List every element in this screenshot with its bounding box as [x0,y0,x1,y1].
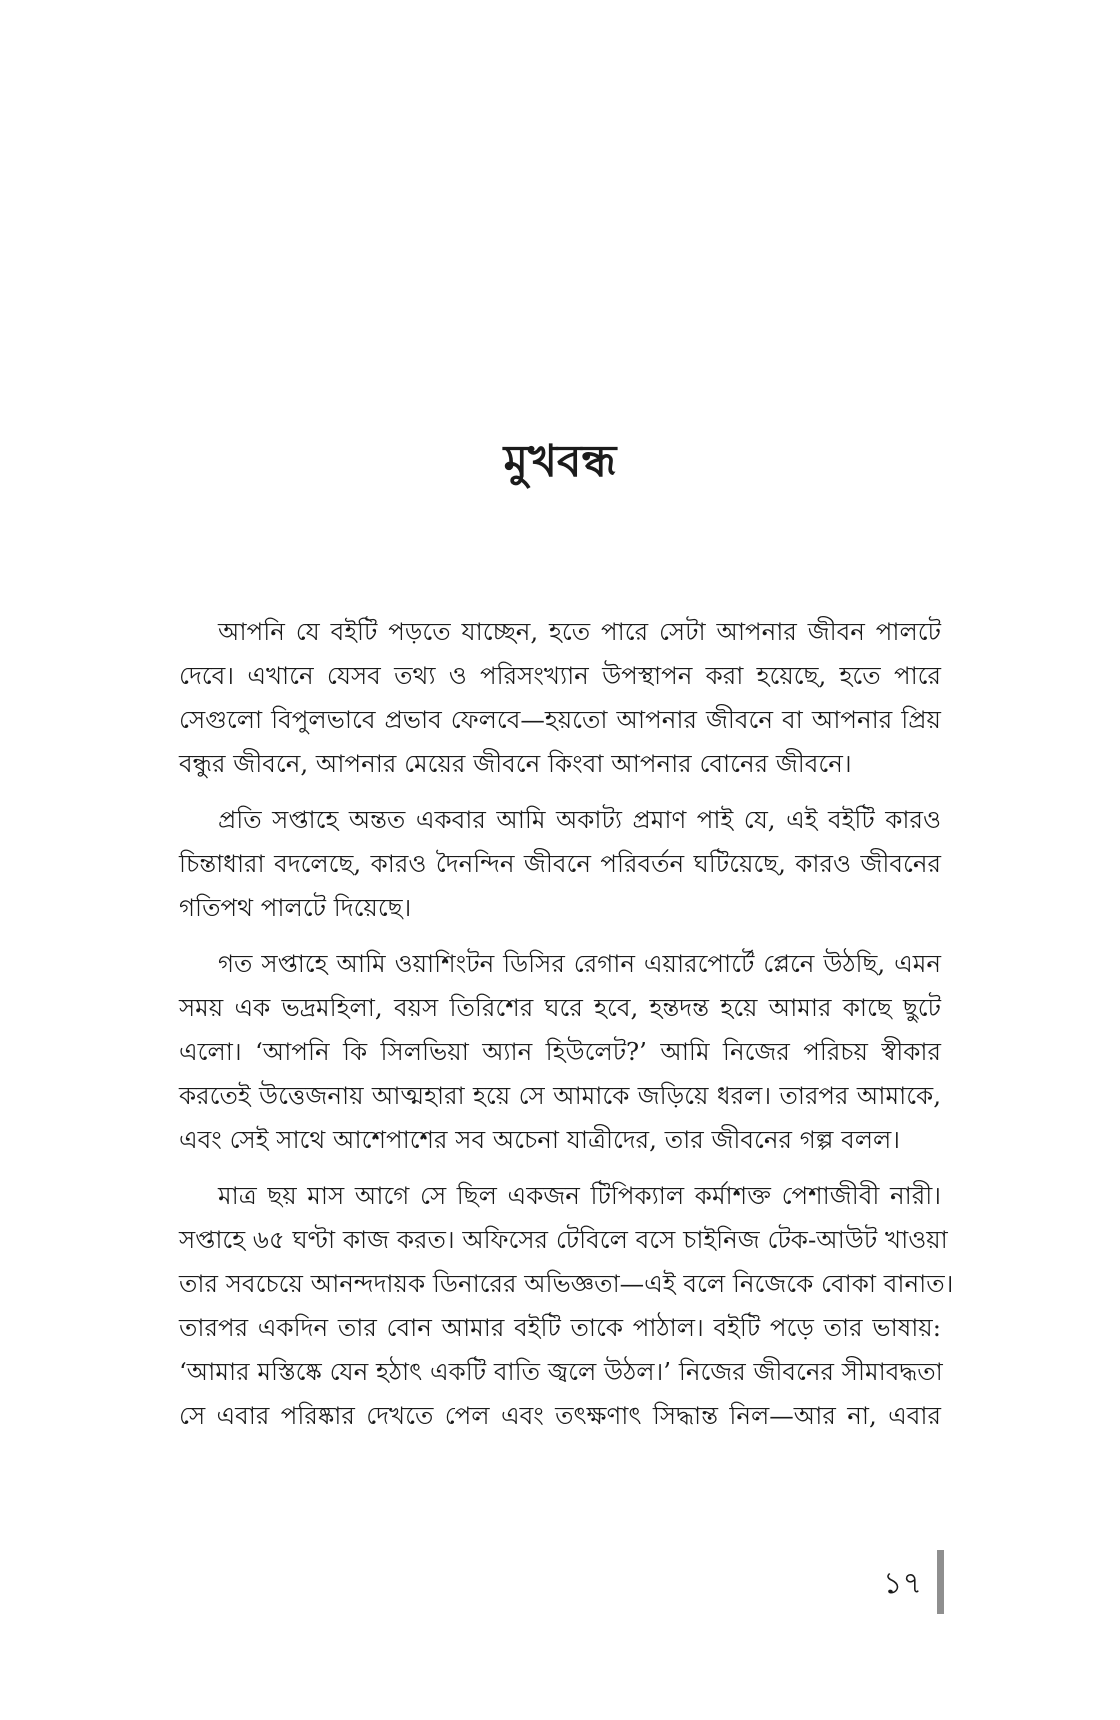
text-line: ‘আমার মস্তিষ্কে যেন হঠাৎ একটি বাতি জ্বলে উঠল।’ নিজের জীবনের সীমাবদ্ধতা [179,1357,943,1386]
paragraph-3 [179,942,941,1162]
paragraph-2 [179,798,941,930]
text-line: এবং সেই সাথে আশেপাশের সব অচেনা যাত্রীদের, তার জীবনের গল্প বলল। [179,1125,901,1154]
text-line: দেবে। এখানে যেসব তথ্য ও পরিসংখ্যান উপস্থাপন করা হয়েছে, হতে পারে [179,661,941,690]
text-line: তার সবচেয়ে আনন্দদায়ক ডিনারের অভিজ্ঞতা—এই বলে নিজেকে বোকা বানাত। [179,1269,954,1298]
text-line: এলো। ‘আপনি কি সিলভিয়া অ্যান হিউলেট?’ আমি নিজের পরিচয় স্বীকার [179,1037,941,1066]
text-line: সে এবার পরিষ্কার দেখতে পেল এবং তৎক্ষণাৎ সিদ্ধান্ত নিল—আর না, এবার [179,1401,941,1430]
text-line: সেগুলো বিপুলভাবে প্রভাব ফেলবে—হয়তো আপনার জীবনে বা আপনার প্রিয় [179,705,941,734]
paragraph-1 [179,610,941,786]
text-line: প্রতি সপ্তাহে অন্তত একবার আমি অকাট্য প্রমাণ পাই যে, এই বইটি কারও [218,805,941,834]
text-line: সপ্তাহে ৬৫ ঘণ্টা কাজ করত। অফিসের টেবিলে বসে চাইনিজ টেক-আউট খাওয়া [179,1225,948,1254]
text-line: আপনি যে বইটি পড়তে যাচ্ছেন, হতে পারে সেটা আপনার জীবন পালটে [218,617,941,646]
text-line: গত সপ্তাহে আমি ওয়াশিংটন ডিসির রেগান এয়ারপোর্টে প্লেনে উঠছি, এমন [218,949,941,978]
page-title: মুখবন্ধ [503,436,617,487]
page-marker-bar [937,1550,944,1614]
paragraph-4 [179,1174,954,1438]
text-line: গতিপথ পালটে দিয়েছে। [179,893,412,922]
page-number: ১৭ [883,1566,922,1601]
text-line: চিন্তাধারা বদলেছে, কারও দৈনন্দিন জীবনে পরিবর্তন ঘটিয়েছে, কারও জীবনের [179,849,941,878]
text-line: সময় এক ভদ্রমহিলা, বয়স তিরিশের ঘরে হবে, হন্তদন্ত হয়ে আমার কাছে ছুটে [179,993,941,1022]
text-line: মাত্র ছয় মাস আগে সে ছিল একজন টিপিক্যাল কর্মাশক্ত পেশাজীবী নারী। [218,1181,941,1210]
text-line: করতেই উত্তেজনায় আত্মহারা হয়ে সে আমাকে জড়িয়ে ধরল। তারপর আমাকে, [179,1081,941,1110]
text-line: তারপর একদিন তার বোন আমার বইটি তাকে পাঠাল। বইটি পড়ে তার ভাষায়: [179,1313,941,1342]
text-line: বন্ধুর জীবনে, আপনার মেয়ের জীবনে কিংবা আপনার বোনের জীবনে। [179,749,852,778]
body-text [179,610,954,1450]
